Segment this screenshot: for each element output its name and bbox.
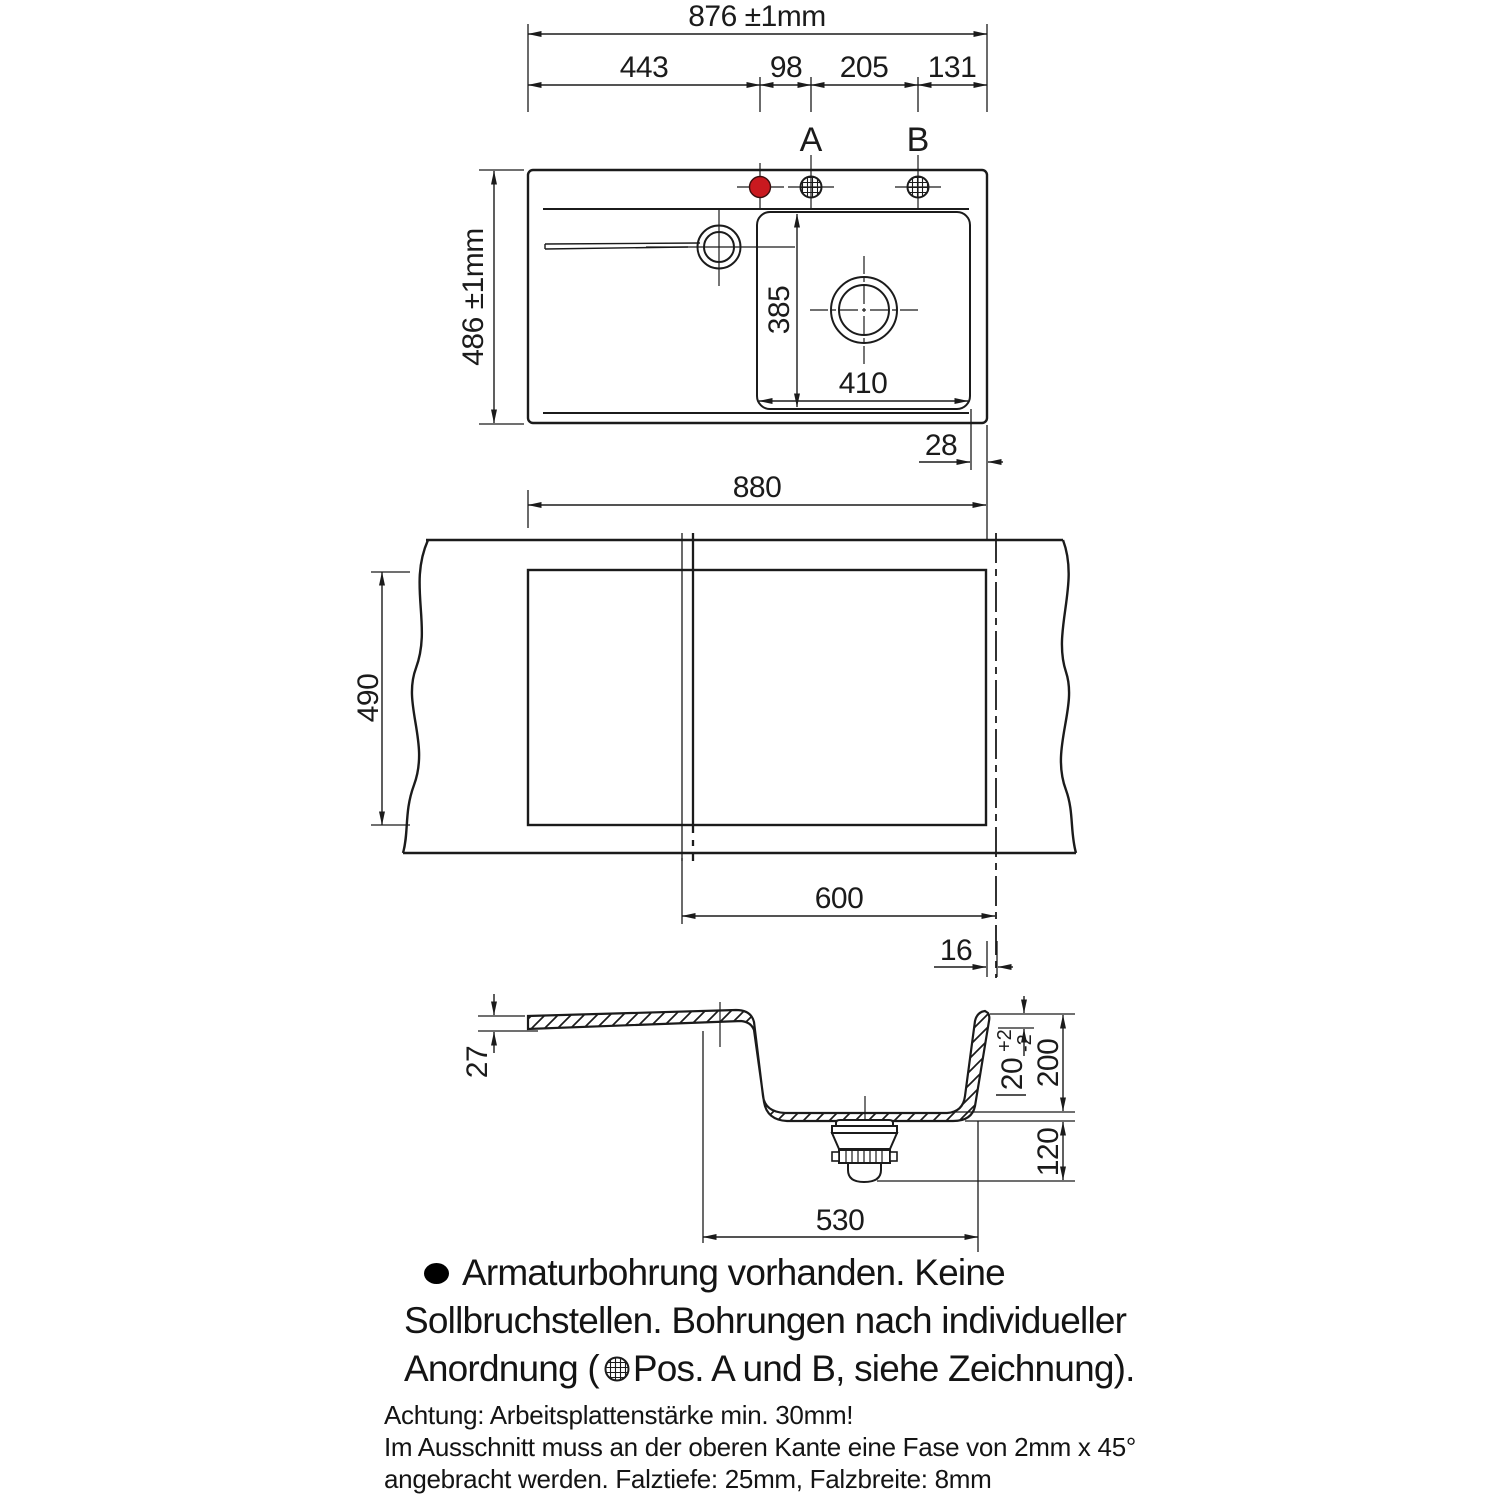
fine-print-2: Im Ausschnitt muss an der oberen Kante eine Fase von 2mm x 45°: [384, 1432, 1136, 1462]
drill-position-icon: [603, 1355, 631, 1383]
bullet-icon: [424, 1263, 449, 1284]
dim-28-label: 28: [924, 429, 958, 462]
fine-print-3: angebracht werden. Falztiefe: 25mm, Falzbreite: 8mm: [384, 1464, 992, 1494]
dimension-under-120: [877, 1121, 1075, 1181]
dim-600-label: 600: [814, 882, 864, 915]
dim-530-label: 530: [815, 1204, 865, 1237]
break-line-left: [403, 540, 428, 853]
dim-880-label: 880: [732, 471, 782, 504]
dim-20-plus: +2: [994, 1029, 1016, 1052]
sink-section-body: [528, 1010, 989, 1121]
drain-circle: [810, 256, 918, 364]
dim-486-label: 486 ±1mm: [457, 228, 490, 366]
dim-385-label: 385: [763, 285, 796, 335]
hole-b-label: B: [906, 121, 930, 159]
dimension-height: [457, 170, 524, 424]
note-line-3-pre: Anordnung (: [404, 1348, 599, 1389]
hole-b-icon: [908, 177, 929, 198]
fine-print-1: Achtung: Arbeitsplattenstärke min. 30mm!: [384, 1400, 854, 1430]
dimension-cutout-height: [352, 572, 410, 825]
tap-seat-circle: [646, 209, 795, 286]
dim-131-label: 131: [927, 51, 977, 84]
dimension-edge-28: [919, 409, 1003, 540]
countertop-slab: [403, 540, 1076, 853]
section-view: [461, 994, 1075, 1252]
dimension-gap-16: [934, 934, 1013, 977]
faucet-hole-b: [895, 155, 941, 209]
dim-205-label: 205: [839, 51, 889, 84]
drain-assembly: [832, 1096, 897, 1182]
note-line-2-text: Sollbruchstellen. Bohrungen nach individueller: [404, 1300, 1127, 1341]
dim-16-label: 16: [939, 934, 973, 967]
dim-98-label: 98: [769, 51, 803, 84]
note-line-1-text: Armaturbohrung vorhanden. Keine: [462, 1252, 1005, 1293]
hole-a-icon: [801, 177, 822, 198]
dim-490-label: 490: [352, 673, 385, 723]
cutout-view: [352, 471, 1076, 978]
dim-410-label: 410: [838, 367, 888, 400]
note-line-1: [424, 1252, 1005, 1294]
note-line-3: [404, 1348, 1135, 1390]
dimension-cutout-width: [528, 471, 986, 528]
dim-20-label: 20: [996, 1057, 1029, 1091]
dimension-chain: [528, 51, 987, 112]
dim-200-label: 200: [1032, 1038, 1065, 1088]
dim-27-label: 27: [461, 1045, 494, 1079]
drainboard-groove: [545, 243, 700, 249]
note-line-2: [404, 1300, 1126, 1342]
dimension-rim-27: [461, 994, 538, 1078]
cutout-outline: [528, 570, 986, 825]
dim-443-label: 443: [619, 51, 669, 84]
hole-a-label: A: [799, 121, 823, 159]
dim-120-label: 120: [1032, 1127, 1065, 1177]
break-line-right: [1061, 540, 1076, 853]
top-view: [457, 0, 1003, 540]
dimension-cabinet-width: [682, 858, 995, 924]
note-line-3-post: Pos. A und B, siehe Zeichnung).: [632, 1348, 1135, 1389]
dim-20-minus: -2: [1014, 1034, 1036, 1052]
faucet-hole-a: [788, 155, 834, 209]
red-hole-icon: [750, 177, 771, 198]
dim-876-label: 876 ±1mm: [688, 0, 826, 33]
